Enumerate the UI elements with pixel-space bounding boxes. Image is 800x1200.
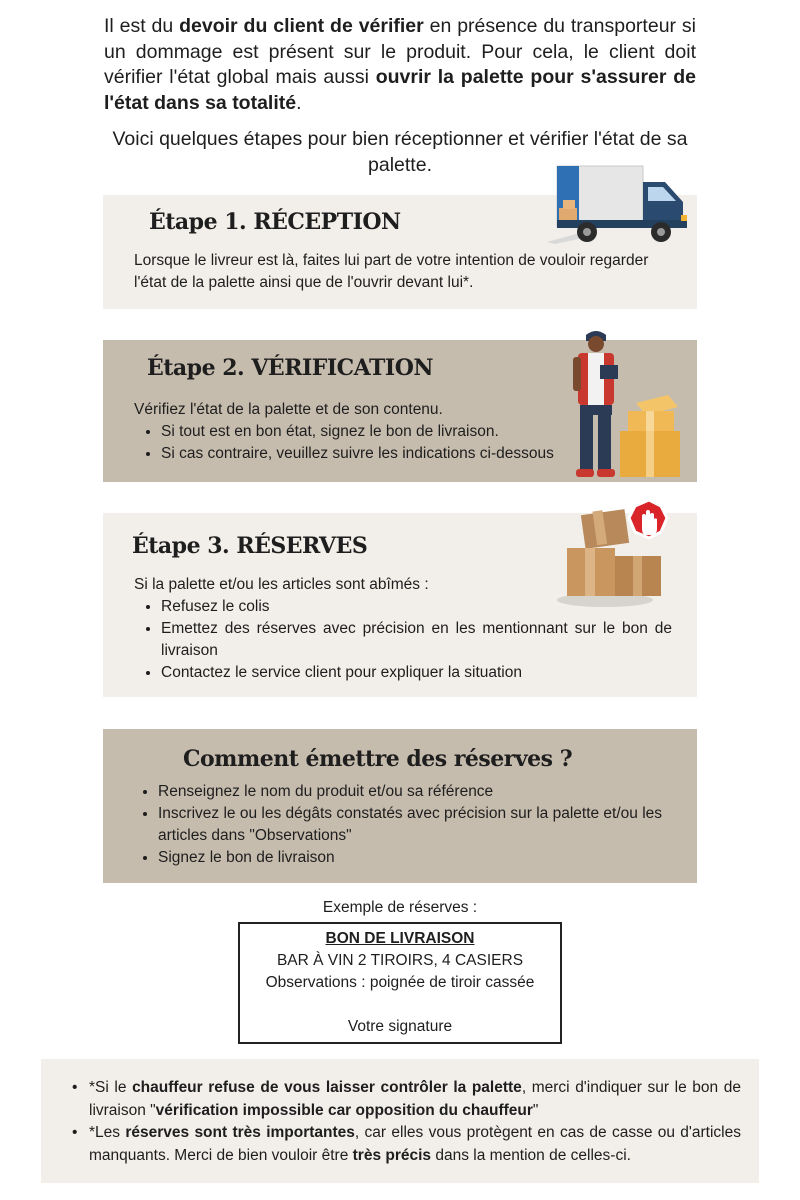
intro-text: Il est du	[104, 15, 180, 37]
list-item: • Si cas contraire, veuillez suivre les indications ci-dessous	[161, 443, 584, 465]
list-item: • Renseignez le nom du produit et/ou sa référence	[158, 781, 676, 803]
intro-steps-sentence: Voici quelques étapes pour bien réceptionner et vérifier l'état de sa palette.	[112, 128, 688, 176]
delivery-note-title: BON DE LIVRAISON	[325, 930, 475, 947]
step2-title: Étape 2. VÉRIFICATION	[147, 355, 433, 381]
delivery-note-observations: Observations : poignée de tiroir cassée	[265, 974, 535, 991]
intro-text: en présence du transporteur si un dommage est présent sur le produit. Pour cela, le client doit vérifier l'état global mais aussi	[104, 15, 696, 88]
footnotes-box	[41, 1059, 759, 1183]
step1-text: Lorsque le livreur est là, faites lui part de votre intention de vouloir regarder l'état de la palette ainsi que de l'ouvrir devant lui*.	[134, 252, 649, 291]
footnote-item	[89, 1077, 741, 1122]
footnote-text: *Les	[89, 1124, 126, 1141]
step3-intro: Si la palette et/ou les articles sont abîmés :	[134, 576, 429, 593]
list-item: • Refusez le colis	[161, 596, 672, 618]
footnote-text: *Si le	[89, 1079, 133, 1096]
footnote-item	[89, 1122, 741, 1167]
footnote-bold: réserves sont très importantes	[125, 1124, 355, 1141]
how-list	[131, 781, 676, 869]
footnotes-list	[89, 1077, 741, 1167]
list-item: • Contactez le service client pour expliquer la situation	[161, 662, 672, 684]
how-content	[131, 781, 676, 869]
delivery-truck-icon	[545, 160, 695, 244]
step2-list	[134, 421, 584, 465]
list-item: • Inscrivez le ou les dégâts constatés avec précision sur la palette et/ou les articles dans "Observations"	[158, 803, 676, 847]
step2-intro: Vérifiez l'état de la palette et de son contenu.	[134, 401, 443, 418]
step2-content	[134, 399, 584, 465]
delivery-note-signature: Votre signature	[347, 1018, 453, 1035]
footnote-text: , merci d'indiquer sur le bon de livraison "	[89, 1079, 741, 1119]
footnote-bold: vérification impossible car opposition du chauffeur	[155, 1101, 533, 1119]
step1-title: Étape 1. RÉCEPTION	[149, 209, 401, 235]
delivery-note-example	[238, 922, 562, 1044]
how-title: Comment émettre des réserves ?	[183, 746, 573, 772]
footnote-bold: très précis	[352, 1146, 432, 1164]
example-label: Exemple de réserves :	[322, 899, 478, 916]
damaged-boxes-stop-icon	[555, 500, 675, 610]
list-item: • Signez le bon de livraison	[158, 847, 676, 869]
list-item: • Emettez des réserves avec précision en les mentionnant sur le bon de livraison	[161, 618, 672, 662]
footnote-text: , car elles vous protègent en cas de casse ou d'articles manquants. Merci de bien vouloir être	[89, 1124, 741, 1164]
delivery-man-boxes-icon	[570, 327, 690, 482]
footnote-text: dans la mention de celles-ci.	[431, 1146, 631, 1164]
intro-bold-open-pallet: ouvrir la palette pour s'assurer de l'état dans sa totalité	[104, 66, 697, 114]
step3-title: Étape 3. RÉSERVES	[132, 533, 368, 559]
footnote-text: "	[532, 1101, 539, 1119]
footnote-bold: chauffeur refuse de vous laisser contrôler la palette	[132, 1079, 522, 1096]
intro-text: .	[296, 91, 302, 114]
list-item: • Si tout est en bon état, signez le bon de livraison.	[161, 421, 584, 443]
intro-paragraph	[104, 14, 696, 116]
how-card	[103, 729, 697, 883]
delivery-note-product: BAR À VIN 2 TIROIRS, 4 CASIERS	[276, 952, 524, 969]
intro-bold-duty: devoir du client de vérifier	[179, 15, 424, 37]
